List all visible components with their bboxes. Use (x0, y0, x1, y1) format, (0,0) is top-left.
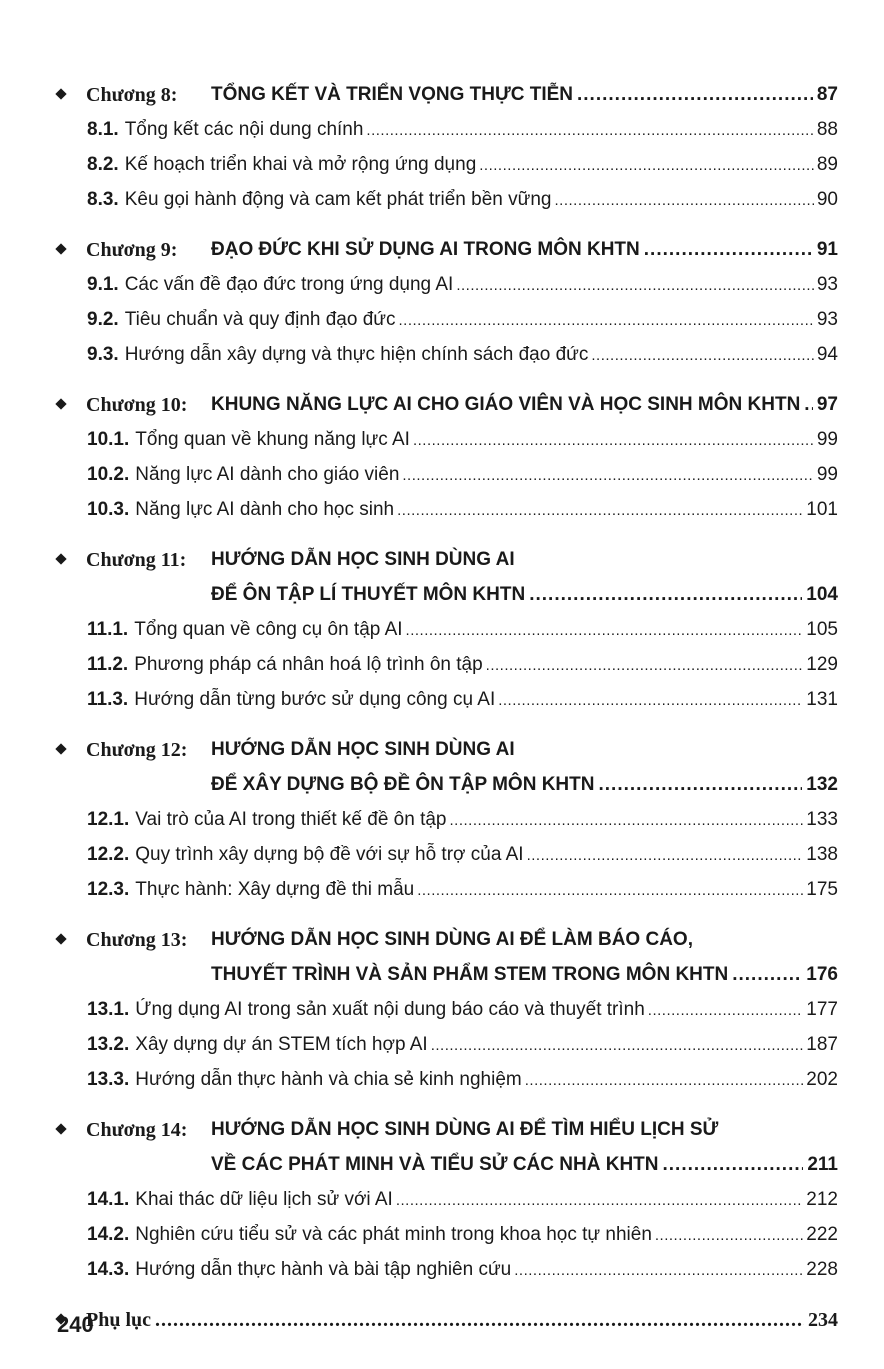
section-number: 13.1. (87, 999, 130, 1020)
section-page-number: 131 (806, 689, 838, 710)
section-page-number: 89 (816, 154, 838, 175)
section-title: Thực hành: Xây dựng đề thi mẫu (135, 879, 415, 900)
chapter-title: ĐỂ ÔN TẬP LÍ THUYẾT MÔN KHTN (211, 584, 526, 605)
section-entry (0, 1218, 884, 1253)
section-number: 13.2. (87, 1034, 130, 1055)
section-page-number: 99 (816, 464, 838, 485)
diamond-bullet-icon (55, 553, 66, 564)
chapter-entry (0, 543, 884, 718)
appendix-entry (0, 1303, 884, 1338)
section-number: 9.2. (87, 309, 119, 330)
section-title: Tổng quan về khung năng lực AI (135, 429, 410, 450)
chapter-page-number: 104 (806, 584, 838, 605)
chapter-title: THUYẾT TRÌNH VÀ SẢN PHẨM STEM TRONG MÔN KHTN (211, 964, 729, 985)
chapter-label: Chương 10: (86, 394, 188, 416)
dot-leader (479, 157, 814, 174)
chapter-entry (0, 78, 884, 218)
chapter-title: HƯỚNG DẪN HỌC SINH DÙNG AI ĐỂ LÀM BÁO CÁO, (211, 929, 693, 950)
chapter-heading-line (0, 78, 884, 113)
section-page-number: 175 (806, 879, 838, 900)
dot-leader (399, 312, 814, 329)
section-page-number: 90 (816, 189, 838, 210)
chapter-heading-line (0, 733, 884, 768)
section-entry (0, 268, 884, 303)
section-entry (0, 113, 884, 148)
section-entry (0, 873, 884, 908)
section-title: Phương pháp cá nhân hoá lộ trình ôn tập (134, 654, 483, 675)
section-entry (0, 303, 884, 338)
dot-leader (591, 347, 813, 364)
dot-leader (431, 1037, 804, 1054)
dot-leader (648, 1002, 804, 1019)
chapter-label: Chương 14: (86, 1119, 188, 1141)
section-number: 11.1. (87, 619, 129, 640)
chapter-heading-line (0, 923, 884, 958)
section-number: 12.3. (87, 879, 130, 900)
section-number: 11.3. (87, 689, 129, 710)
section-number: 10.1. (87, 429, 130, 450)
chapter-label: Chương 8: (86, 84, 178, 106)
section-number: 8.3. (87, 189, 119, 210)
section-number: 12.2. (87, 844, 130, 865)
section-page-number: 177 (806, 999, 838, 1020)
section-entry (0, 148, 884, 183)
chapter-title: HƯỚNG DẪN HỌC SINH DÙNG AI (211, 739, 515, 760)
dot-leader (598, 774, 802, 796)
chapter-page-number: 176 (806, 964, 838, 985)
section-title: Vai trò của AI trong thiết kế đề ôn tập (135, 809, 447, 830)
dot-leader (514, 1262, 803, 1279)
chapter-heading-line (0, 768, 884, 803)
dot-leader (498, 692, 803, 709)
section-entry (0, 458, 884, 493)
section-page-number: 133 (806, 809, 838, 830)
section-entry (0, 1253, 884, 1288)
dot-leader (366, 122, 813, 139)
chapter-page-number: 97 (816, 394, 838, 415)
chapter-entry (0, 1113, 884, 1288)
section-page-number: 228 (806, 1259, 838, 1280)
dot-leader (397, 502, 803, 519)
section-entry (0, 493, 884, 528)
section-title: Ứng dụng AI trong sản xuất nội dung báo cáo và thuyết trình (135, 999, 645, 1020)
dot-leader (644, 239, 813, 261)
chapter-heading-line (0, 233, 884, 268)
chapter-title: HƯỚNG DẪN HỌC SINH DÙNG AI ĐỂ TÌM HIỂU LỊCH SỬ (211, 1119, 719, 1140)
section-title: Nghiên cứu tiểu sử và các phát minh trong khoa học tự nhiên (135, 1224, 652, 1245)
section-entry (0, 838, 884, 873)
section-title: Năng lực AI dành cho giáo viên (135, 464, 400, 485)
section-title: Các vấn đề đạo đức trong ứng dụng AI (124, 274, 454, 295)
section-title: Xây dựng dự án STEM tích hợp AI (135, 1034, 428, 1055)
dot-leader (402, 467, 813, 484)
dot-leader (406, 622, 804, 639)
section-number: 14.1. (87, 1189, 130, 1210)
appendix-title: Phụ lục (86, 1309, 152, 1331)
section-title: Kế hoạch triển khai và mở rộng ứng dụng (124, 154, 477, 175)
section-title: Kêu gọi hành động và cam kết phát triển bền vững (124, 189, 552, 210)
section-entry (0, 183, 884, 218)
chapter-heading-line (0, 958, 884, 993)
dot-leader (456, 277, 814, 294)
chapter-page-number: 211 (807, 1154, 838, 1175)
section-number: 14.2. (87, 1224, 130, 1245)
diamond-bullet-icon (55, 243, 66, 254)
section-title: Khai thác dữ liệu lịch sử với AI (135, 1189, 393, 1210)
chapter-title: VỀ CÁC PHÁT MINH VÀ TIỂU SỬ CÁC NHÀ KHTN (211, 1154, 659, 1175)
chapter-heading-line (0, 1148, 884, 1183)
section-title: Hướng dẫn thực hành và bài tập nghiên cứu (135, 1259, 512, 1280)
section-page-number: 202 (806, 1069, 838, 1090)
section-entry (0, 993, 884, 1028)
section-entry (0, 338, 884, 373)
table-of-contents (0, 78, 884, 1353)
chapter-entry (0, 233, 884, 373)
section-page-number: 129 (806, 654, 838, 675)
dot-leader (396, 1192, 803, 1209)
chapter-title: KHUNG NĂNG LỰC AI CHO GIÁO VIÊN VÀ HỌC SINH MÔN KHTN (211, 394, 801, 415)
diamond-bullet-icon (55, 1123, 66, 1134)
section-number: 8.1. (87, 119, 119, 140)
section-entry (0, 1028, 884, 1063)
section-title: Quy trình xây dựng bộ đề với sự hỗ trợ của AI (135, 844, 524, 865)
section-page-number: 93 (816, 309, 838, 330)
chapter-page-number: 87 (816, 84, 838, 105)
chapter-heading-line (0, 543, 884, 578)
page-number: 240 (57, 1312, 94, 1337)
appendix-page-number: 234 (808, 1309, 838, 1331)
section-number: 9.3. (87, 344, 119, 365)
section-number: 10.3. (87, 499, 130, 520)
section-entry (0, 1183, 884, 1218)
section-entry (0, 648, 884, 683)
chapter-page-number: 91 (816, 239, 838, 260)
dot-leader (417, 882, 803, 899)
section-title: Tiêu chuẩn và quy định đạo đức (124, 309, 396, 330)
section-number: 10.2. (87, 464, 130, 485)
section-page-number: 212 (806, 1189, 838, 1210)
section-entry (0, 683, 884, 718)
section-title: Tổng kết các nội dung chính (124, 119, 364, 140)
dot-leader (804, 394, 813, 416)
section-title: Hướng dẫn thực hành và chia sẻ kinh nghiệm (135, 1069, 522, 1090)
chapter-title: ĐẠO ĐỨC KHI SỬ DỤNG AI TRONG MÔN KHTN (211, 239, 640, 260)
section-number: 12.1. (87, 809, 130, 830)
dot-leader (655, 1227, 803, 1244)
section-title: Hướng dẫn từng bước sử dụng công cụ AI (134, 689, 496, 710)
chapter-heading-line (0, 1113, 884, 1148)
section-page-number: 105 (806, 619, 838, 640)
dot-leader (663, 1154, 804, 1176)
diamond-bullet-icon (55, 88, 66, 99)
section-entry (0, 803, 884, 838)
chapter-title: TỔNG KẾT VÀ TRIỂN VỌNG THỰC TIỄN (211, 84, 573, 105)
section-title: Hướng dẫn xây dựng và thực hiện chính sách đạo đức (124, 344, 589, 365)
section-page-number: 222 (806, 1224, 838, 1245)
section-page-number: 94 (816, 344, 838, 365)
chapter-heading-line (0, 578, 884, 613)
dot-leader (413, 432, 814, 449)
chapter-label: Chương 12: (86, 739, 188, 761)
dot-leader (486, 657, 804, 674)
section-entry (0, 613, 884, 648)
chapter-entry (0, 923, 884, 1098)
section-page-number: 99 (816, 429, 838, 450)
section-number: 13.3. (87, 1069, 130, 1090)
chapter-label: Chương 9: (86, 239, 178, 261)
dot-leader (732, 964, 802, 986)
section-title: Năng lực AI dành cho học sinh (135, 499, 395, 520)
section-number: 8.2. (87, 154, 119, 175)
dot-leader (529, 584, 802, 606)
diamond-bullet-icon (55, 933, 66, 944)
dot-leader (450, 812, 804, 829)
chapter-title: ĐỂ XÂY DỰNG BỘ ĐỀ ÔN TẬP MÔN KHTN (211, 774, 595, 795)
section-page-number: 187 (806, 1034, 838, 1055)
section-entry (0, 423, 884, 458)
section-page-number: 93 (816, 274, 838, 295)
section-page-number: 88 (816, 119, 838, 140)
dot-leader (527, 847, 804, 864)
section-number: 9.1. (87, 274, 119, 295)
dot-leader (155, 1309, 804, 1332)
section-page-number: 101 (806, 499, 838, 520)
dot-leader (525, 1072, 804, 1089)
section-number: 14.3. (87, 1259, 130, 1280)
section-page-number: 138 (806, 844, 838, 865)
chapter-entry (0, 388, 884, 528)
chapter-entry (0, 733, 884, 908)
chapter-heading-line (0, 388, 884, 423)
dot-leader (577, 84, 813, 106)
chapter-page-number: 132 (806, 774, 838, 795)
chapter-label: Chương 11: (86, 549, 187, 571)
chapter-label: Chương 13: (86, 929, 188, 951)
section-number: 11.2. (87, 654, 129, 675)
diamond-bullet-icon (55, 743, 66, 754)
chapter-title: HƯỚNG DẪN HỌC SINH DÙNG AI (211, 549, 515, 570)
section-entry (0, 1063, 884, 1098)
diamond-bullet-icon (55, 398, 66, 409)
dot-leader (555, 192, 814, 209)
section-title: Tổng quan về công cụ ôn tập AI (134, 619, 403, 640)
